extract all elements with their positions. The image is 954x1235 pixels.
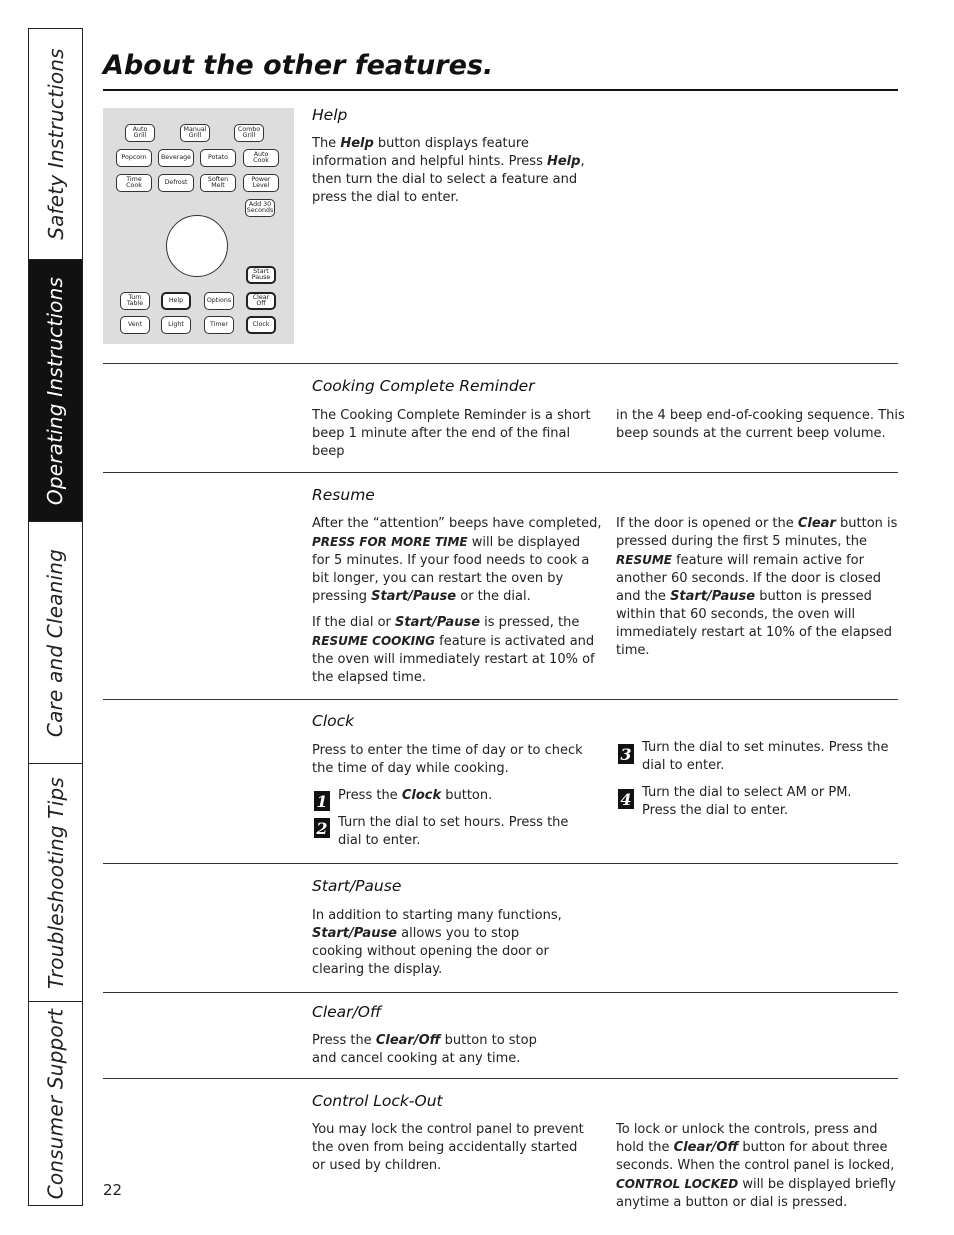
tab-operating-instructions[interactable]: Operating Instructions xyxy=(29,260,82,522)
startpause-heading: Start/Pause xyxy=(312,877,402,895)
panel-button-turntable: Turn Table xyxy=(120,292,150,310)
tab-consumer-support[interactable]: Consumer Support xyxy=(43,1008,68,1200)
panel-button-options: Options xyxy=(204,292,234,310)
section-divider xyxy=(103,863,898,864)
lockout-text-left: You may lock the control panel to prevent the oven from being accidentally started or used by children. xyxy=(312,1122,584,1173)
resume-text-left-2: If the dial or Start/Pause is pressed, the RESUME COOKING feature is activated and the oven will immediately restart at 10% of the elapsed time. xyxy=(312,615,595,685)
clock-heading: Clock xyxy=(312,712,355,730)
panel-button-start-pause: Start Pause xyxy=(246,266,276,284)
page-number: 22 xyxy=(103,1181,123,1199)
section-divider xyxy=(103,472,898,473)
panel-button-soften-melt: Soften Melt xyxy=(200,174,236,192)
panel-button-popcorn: Popcorn xyxy=(116,149,152,167)
panel-button-beverage: Beverage xyxy=(158,149,194,167)
tab-troubleshooting-tips[interactable]: Troubleshooting Tips xyxy=(29,764,82,1002)
panel-button-auto-grill: Auto Grill xyxy=(125,124,155,142)
resume-text-right: If the door is opened or the Clear button is pressed during the first 5 minutes, the RESUME feature will remain active for another 60 seconds. If the door is closed and the Start/Pause button is pressed within that 60 seconds, the oven will immediately restart at 10% of the elapsed time. xyxy=(616,516,898,658)
startpause-text: In addition to starting many functions, Start/Pause allows you to stop cooking without opening the door or clearing the display. xyxy=(312,908,562,977)
title-rule xyxy=(103,89,898,91)
clock-step-1-text: Press the Clock button. xyxy=(338,788,493,803)
reminder-heading: Cooking Complete Reminder xyxy=(312,377,535,395)
step-number-3: 3 xyxy=(618,744,634,764)
panel-button-vent: Vent xyxy=(120,316,150,334)
tab-safety-instructions[interactable]: Safety Instructions xyxy=(29,29,82,260)
panel-button-time-cook: Time Cook xyxy=(116,174,152,192)
step-number-2: 2 xyxy=(314,818,330,838)
lockout-text-right: To lock or unlock the controls, press and hold the Clear/Off button for about three seconds. When the control panel is locked, CONTROL LOCKED will be displayed briefly anytime a button or dial is pressed. xyxy=(616,1122,896,1210)
panel-button-auto-cook: Auto Cook xyxy=(243,149,279,167)
section-divider xyxy=(103,363,898,364)
lockout-heading: Control Lock-Out xyxy=(312,1092,443,1110)
panel-button-defrost: Defrost xyxy=(158,174,194,192)
clock-step-2-text: Turn the dial to set hours. Press the dial to enter. xyxy=(338,815,569,848)
clock-step-3-text: Turn the dial to set minutes. Press the dial to enter. xyxy=(642,740,889,773)
reminder-text-right: in the 4 beep end-of-cooking sequence. This beep sounds at the current beep volume. xyxy=(616,408,905,441)
section-divider xyxy=(103,992,898,993)
section-divider xyxy=(103,1078,898,1079)
help-text: The Help button displays feature information and helpful hints. Press Help, then turn the dial to select a feature and press the dial to enter. xyxy=(312,136,585,205)
panel-button-add-30-seconds: Add 30 Seconds xyxy=(245,199,275,217)
panel-button-power-level: Power Level xyxy=(243,174,279,192)
control-panel-illustration xyxy=(103,108,294,344)
help-heading: Help xyxy=(312,106,348,124)
resume-heading: Resume xyxy=(312,486,375,504)
reminder-text-left: The Cooking Complete Reminder is a short beep 1 minute after the end of the final beep xyxy=(312,408,591,459)
side-tabs xyxy=(28,28,83,1206)
clearoff-text: Press the Clear/Off button to stop and cancel cooking at any time. xyxy=(312,1033,537,1066)
step-number-1: 1 xyxy=(314,791,330,811)
panel-button-timer: Timer xyxy=(204,316,234,334)
clock-intro: Press to enter the time of day or to check the time of day while cooking. xyxy=(312,743,583,776)
panel-button-manual-grill: Manual Grill xyxy=(180,124,210,142)
step-number-4: 4 xyxy=(618,789,634,809)
clock-step-4-text: Turn the dial to select AM or PM. Press the dial to enter. xyxy=(642,785,852,818)
tab-care-and-cleaning[interactable]: Care and Cleaning xyxy=(29,522,82,764)
panel-button-clear-off: Clear Off xyxy=(246,292,276,310)
panel-button-help: Help xyxy=(161,292,191,310)
section-divider xyxy=(103,699,898,700)
panel-button-light: Light xyxy=(161,316,191,334)
resume-text-left-1: After the “attention” beeps have completed, PRESS FOR MORE TIME will be displayed for 5 minutes. If your food needs to cook a bit longer, you can restart the oven by pressing Start/Pause or the dial. xyxy=(312,516,602,604)
panel-button-potato: Potato xyxy=(200,149,236,167)
clearoff-heading: Clear/Off xyxy=(312,1003,382,1021)
panel-button-combo-grill: Combo Grill xyxy=(234,124,264,142)
panel-button-clock: Clock xyxy=(246,316,276,334)
panel-dial xyxy=(166,215,228,277)
page-title: About the other features. xyxy=(103,50,494,81)
